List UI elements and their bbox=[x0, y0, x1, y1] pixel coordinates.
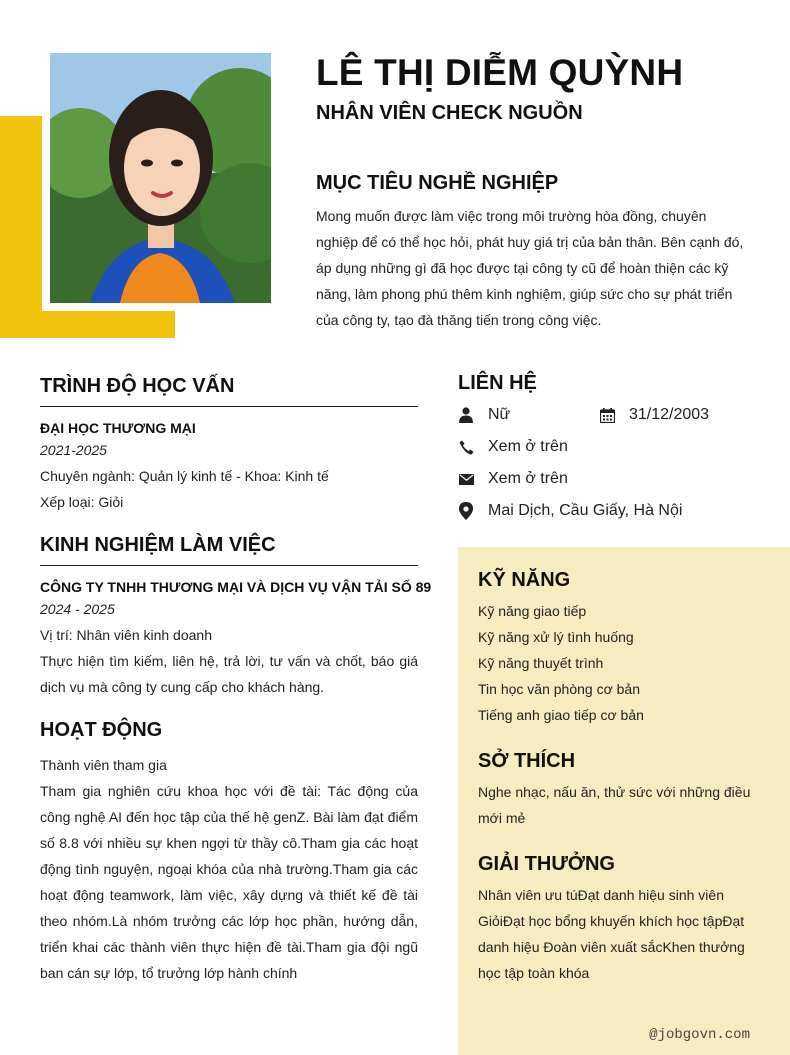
experience-period: 2024 - 2025 bbox=[40, 601, 115, 617]
skills-title: KỸ NĂNG bbox=[478, 569, 571, 591]
skill-item: Tin học văn phòng cơ bản bbox=[478, 681, 640, 697]
contact-phone-value: Xem ở trên bbox=[488, 438, 568, 455]
profile-photo bbox=[50, 53, 271, 303]
skills-section bbox=[478, 569, 768, 728]
experience-company: CÔNG TY TNHH THƯƠNG MẠI VÀ DỊCH VỤ VẬN TẢI SỐ 89 bbox=[40, 579, 432, 595]
person-icon bbox=[458, 407, 474, 423]
education-grade: Xếp loại: Giỏi bbox=[40, 494, 124, 510]
contact-gender bbox=[458, 402, 510, 428]
contact-email-value: Xem ở trên bbox=[488, 470, 568, 487]
contact-title: LIÊN HỆ bbox=[458, 372, 537, 394]
awards-section bbox=[478, 853, 768, 986]
activities-title: HOẠT ĐỘNG bbox=[40, 719, 163, 741]
calendar-icon bbox=[599, 407, 615, 423]
experience-description: Thực hiện tìm kiếm, liên hệ, trả lời, tư vấn và chốt, báo giá dịch vụ mà công ty cung cấp cho khách hàng. bbox=[40, 653, 418, 695]
contact-birthday-value: 31/12/2003 bbox=[629, 406, 710, 423]
skill-item: Kỹ năng thuyết trình bbox=[478, 655, 604, 671]
education-section bbox=[40, 375, 418, 515]
accent-bar-vertical bbox=[0, 116, 42, 338]
activities-section bbox=[40, 719, 418, 986]
awards-text: Nhân viên ưu túĐạt danh hiệu sinh viên GiỏiĐạt học bổng khuyến khích học tậpĐạt danh hiệu Đoàn viên xuất sắcKhen thưởng học tập toàn khóa bbox=[478, 887, 745, 981]
activities-description: Tham gia nghiên cứu khoa học với đề tài: Tác động của công nghệ AI đến học tập của thế hệ genZ. Bài làm đạt điểm số 8.8 với nhiều sự khen ngợi từ thầy cô.Tham gia các hoạt động tình nguyện, ngoại khóa của nhà trường.Tham gia các hoạt động teamwork, làm việc, xây dựng và thiết kế đề tài theo nhóm.Là nhóm trưởng các lớp học phần, hướng dẫn, triển khai các thành viên thực hiện đề tài.Tham gia đội ngũ ban cán sự lớp, tổ trưởng lớp hành chính bbox=[40, 783, 418, 981]
objective-title: MỤC TIÊU NGHỀ NGHIỆP bbox=[316, 172, 559, 194]
objective-text: Mong muốn được làm việc trong môi trường hòa đồng, chuyên nghiệp để có thể học hỏi, phát huy giá trị của bản thân. Bên cạnh đó, áp dụng những gì đã học được tại công ty cũ để hoàn thiện các kỹ năng, làm phong phú thêm kinh nghiệm, giúp sức cho sự phát triển của công ty, tạo đà thăng tiến trong công việc. bbox=[316, 208, 744, 328]
accent-bar-horizontal bbox=[0, 310, 175, 338]
education-title: TRÌNH ĐỘ HỌC VẤN bbox=[40, 375, 418, 407]
hobbies-title: SỞ THÍCH bbox=[478, 750, 576, 772]
skill-item: Kỹ năng xử lý tình huống bbox=[478, 629, 634, 645]
job-title: NHÂN VIÊN CHECK NGUỒN bbox=[316, 102, 583, 124]
contact-birthday bbox=[599, 402, 709, 428]
experience-title: KINH NGHIỆM LÀM VIỆC bbox=[40, 534, 418, 566]
contact-section bbox=[458, 372, 778, 519]
experience-position: Vị trí: Nhân viên kinh doanh bbox=[40, 627, 212, 643]
skill-item: Kỹ năng giao tiếp bbox=[478, 603, 587, 619]
activities-role: Thành viên tham gia bbox=[40, 757, 167, 773]
contact-gender-value: Nữ bbox=[488, 406, 511, 423]
side-panel bbox=[458, 547, 790, 1055]
experience-section bbox=[40, 534, 432, 700]
skill-item: Tiếng anh giao tiếp cơ bản bbox=[478, 707, 644, 723]
education-period: 2021-2025 bbox=[40, 442, 107, 458]
education-major: Chuyên ngành: Quản lý kinh tế - Khoa: Kinh tế bbox=[40, 468, 329, 484]
contact-address-value: Mai Dịch, Cầu Giấy, Hà Nội bbox=[488, 502, 683, 519]
location-pin-icon bbox=[458, 503, 474, 519]
hobbies-section bbox=[478, 750, 768, 831]
contact-phone bbox=[458, 434, 568, 460]
hobbies-text: Nghe nhạc, nấu ăn, thử sức với những điều mới mẻ bbox=[478, 784, 751, 826]
objective-section bbox=[316, 172, 752, 333]
education-school: ĐẠI HỌC THƯƠNG MẠI bbox=[40, 420, 196, 436]
profile-photo-frame bbox=[42, 45, 279, 311]
candidate-name: LÊ THỊ DIỄM QUỲNH bbox=[316, 52, 684, 93]
watermark: @jobgovn.com bbox=[649, 1027, 750, 1043]
email-icon bbox=[458, 471, 474, 487]
contact-address bbox=[458, 498, 682, 524]
awards-title: GIẢI THƯỞNG bbox=[478, 853, 615, 875]
phone-icon bbox=[458, 439, 474, 455]
contact-email bbox=[458, 466, 568, 492]
